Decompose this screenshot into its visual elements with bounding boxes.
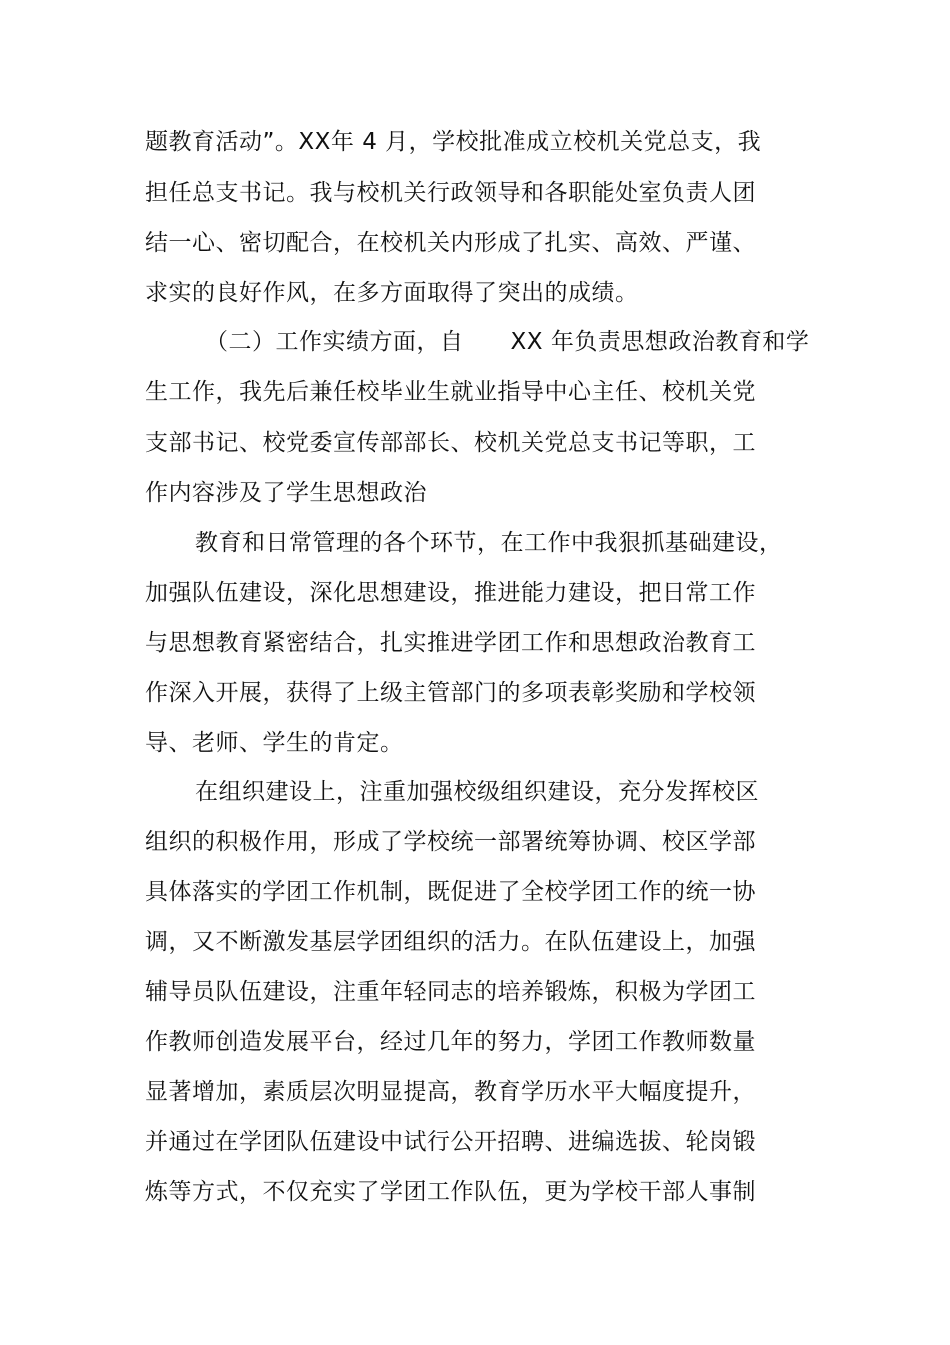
text-line: 加强队伍建设，深化思想建设，推进能力建设，把日常工作	[145, 580, 756, 606]
text-line: 并通过在学团队伍建设中试行公开招聘、进编选拔、轮岗锻	[145, 1129, 756, 1155]
text-line: 炼等方式，不仅充实了学团工作队伍，更为学校干部人事制	[145, 1179, 756, 1205]
text-line: 作深入开展，获得了上级主管部门的多项表彰奖励和学校领	[145, 680, 756, 706]
text-line: 支部书记、校党委宣传部部长、校机关党总支书记等职，工	[145, 430, 756, 456]
text-line: 生工作，我先后兼任校毕业生就业指导中心主任、校机关党	[145, 379, 756, 405]
text-line: 作教师创造发展平台，经过几年的努力，学团工作教师数量	[145, 1029, 756, 1055]
text-line: 题教育活动”。XX年 4 月，学校批准成立校机关党总支，我	[145, 129, 762, 155]
text-line: 具体落实的学团工作机制，既促进了全校学团工作的统一协	[145, 879, 756, 905]
text-line: 辅导员队伍建设，注重年轻同志的培养锻炼，积极为学团工	[145, 979, 756, 1005]
text-line: 与思想教育紧密结合，扎实推进学团工作和思想政治教育工	[145, 630, 756, 656]
text-line: 导、老师、学生的肯定。	[145, 730, 404, 756]
paragraph-start-line: 教育和日常管理的各个环节，在工作中我狠抓基础建设，	[195, 530, 783, 556]
text-line: 调，又不断激发基层学团组织的活力。在队伍建设上，加强	[145, 929, 756, 955]
paragraph-start-line: （二）工作实绩方面，自 XX 年负责思想政治教育和学	[205, 329, 810, 355]
paragraph-start-line: 在组织建设上，注重加强校级组织建设，充分发挥校区	[195, 779, 759, 805]
text-line: 组织的积极作用，形成了学校统一部署统筹协调、校区学部	[145, 829, 756, 855]
text-line: 显著增加，素质层次明显提高，教育学历水平大幅度提升，	[145, 1079, 756, 1105]
text-line: 担任总支书记。我与校机关行政领导和各职能处室负责人团	[145, 180, 756, 206]
text-line: 作内容涉及了学生思想政治	[145, 480, 427, 506]
text-line: 求实的良好作风，在多方面取得了突出的成绩。	[145, 280, 639, 306]
text-line: 结一心、密切配合，在校机关内形成了扎实、高效、严谨、	[145, 230, 756, 256]
